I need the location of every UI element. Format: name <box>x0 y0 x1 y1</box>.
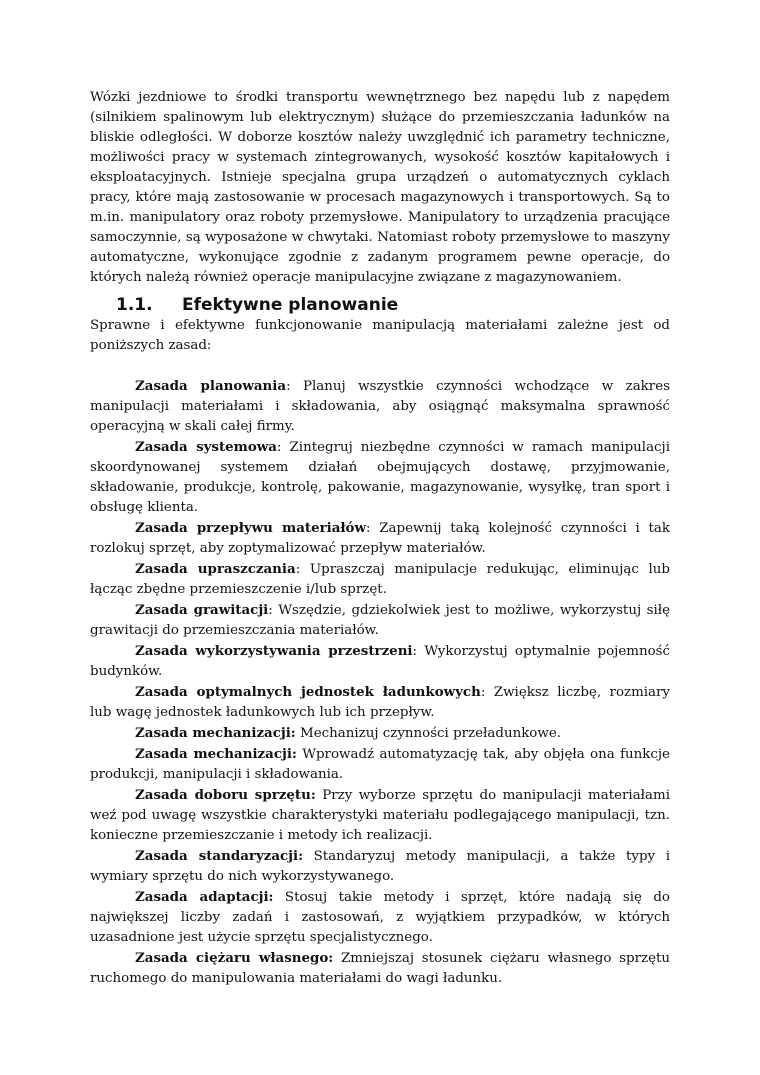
rule-name: Zasada mechanizacji: <box>135 725 296 741</box>
section-title: Efektywne planowanie <box>182 295 399 315</box>
rule-text: Wykorzystuj optymalnie pojemność budynków. <box>90 644 671 679</box>
rule-item <box>90 518 670 559</box>
document-page <box>90 88 670 989</box>
rule-text: Zwiększ liczbę, rozmiary lub wagę jednostek ładunkowych lub ich przepływ. <box>90 685 670 720</box>
rule-name: Zasada doboru sprzętu: <box>135 787 316 803</box>
rule-item <box>90 723 670 744</box>
rule-item <box>90 948 670 989</box>
rule-separator: : <box>268 603 273 618</box>
rule-text: Przy wyborze sprzętu do manipulacji materiałami weź pod uwagę wszystkie charakterystyki materiału podlegającego manipulacji, tzn. konieczne przemieszczanie i metody ich realizacji. <box>90 788 670 843</box>
rule-separator: : <box>295 562 301 577</box>
rule-separator: : <box>366 521 371 536</box>
rule-item <box>90 559 670 600</box>
rule-name: Zasada upraszczania <box>135 561 296 577</box>
rule-separator: : <box>412 644 418 659</box>
rule-text: Wszędzie, gdziekolwiek jest to możliwe, wykorzystuj siłę grawitacji do przemieszczania materiałów. <box>90 603 670 638</box>
rule-name: Zasada mechanizacji: <box>135 746 297 762</box>
rule-item <box>90 437 670 518</box>
rule-separator: : <box>480 685 486 700</box>
rule-item <box>90 600 670 641</box>
rule-name: Zasada systemowa <box>135 439 277 455</box>
rule-name: Zasada optymalnych jednostek ładunkowych <box>135 684 481 700</box>
rule-text: Wprowadź automatyzację tak, aby objęła ona funkcje produkcji, manipulacji i składowania. <box>90 747 670 782</box>
rule-item <box>90 376 670 437</box>
rule-text: Mechanizuj czynności przeładunkowe. <box>295 726 562 741</box>
rule-item <box>90 785 670 846</box>
rule-name: Zasada wykorzystywania przestrzeni <box>135 643 413 659</box>
rule-item <box>90 641 670 682</box>
rule-separator: : <box>286 379 291 394</box>
rule-text: Upraszczaj manipulacje redukując, eliminując lub łącząc zbędne przemieszczenie i/lub sprzęt. <box>90 562 670 597</box>
rule-name: Zasada przepływu materiałów <box>135 520 367 536</box>
rules-list <box>90 376 670 989</box>
section-number: 1.1. <box>116 295 153 315</box>
rule-name: Zasada ciężaru własnego: <box>135 950 334 966</box>
rule-item <box>90 887 670 948</box>
rule-name: Zasada grawitacji <box>135 602 269 618</box>
rule-text: Zmniejszaj stosunek ciężaru własnego sprzętu ruchomego do manipulowania materiałami do wagi ładunku. <box>90 951 670 986</box>
rule-text: Planuj wszystkie czynności wchodzące w zakres manipulacji materiałami i składowania, aby osiągnąć maksymalna sprawność operacyjną w skali całej firmy. <box>90 379 670 434</box>
rule-text: Standaryzuj metody manipulacji, a także typy i wymiary sprzętu do nich wykorzystywanego. <box>90 849 670 884</box>
section-lead: Sprawne i efektywne funkcjonowanie manipulacją materiałami zależne jest od poniższych zasad: <box>90 318 670 353</box>
rule-name: Zasada standaryzacji: <box>135 848 304 864</box>
rule-item <box>90 744 670 785</box>
rule-item <box>90 846 670 887</box>
rule-text: Zintegruj niezbędne czynności w ramach manipulacji skoordynowanej systemem działań obejmujących dostawę, przyjmowanie, składowanie, produkcje, kontrolę, pakowanie, magazynowanie, wysyłkę, tran sport i obsługę klienta. <box>90 440 670 515</box>
spacer <box>90 356 670 376</box>
rule-item <box>90 682 670 723</box>
rule-name: Zasada adaptacji: <box>135 889 274 905</box>
section-heading <box>90 294 670 316</box>
rule-name: Zasada planowania <box>135 378 287 394</box>
intro-paragraph: Wózki jezdniowe to środki transportu wewnętrznego bez napędu lub z napędem (silnikiem spalinowym lub elektrycznym) służące do przemieszczania ładunków na bliskie odległości. W doborze kosztów należy uwzględnić ich parametry techniczne, możliwości pracy w systemach zintegrowanych, wysokość kosztów kapitałowych i eksploatacyjnych. Istnieje specjalna grupa urządzeń o automatycznych cyklach pracy, które mają zastosowanie w procesach magazynowych i transportowych. Są to m.in. manipulatory oraz roboty przemysłowe. Manipulatory to urządzenia pracujące samoczynnie, są wyposażone w chwytaki. Natomiast roboty przemysłowe to maszyny automatyczne, wykonujące zgodnie z zadanym programem pewne operacje, do których należą również operacje manipulacyjne związane z magazynowaniem. <box>90 90 670 285</box>
rule-text: Zapewnij taką kolejność czynności i tak rozlokuj sprzęt, aby zoptymalizować przepływ materiałów. <box>90 521 670 556</box>
rule-separator: : <box>276 440 282 455</box>
rule-text: Stosuj takie metody i sprzęt, które nadają się do największej liczby zadań i zastosowań, z wyjątkiem przypadków, w których uzasadnione jest użycie sprzętu specjalistycznego. <box>90 890 670 945</box>
